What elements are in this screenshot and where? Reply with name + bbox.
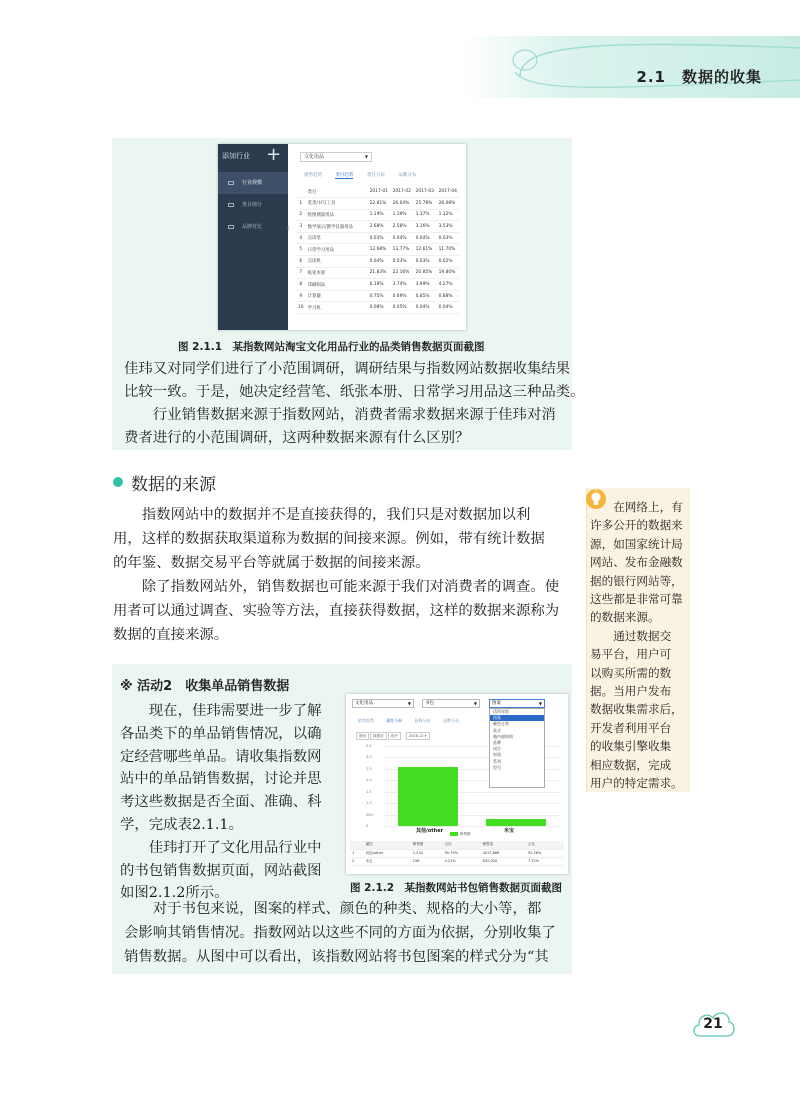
margin-note-line: 用户的特定需求。 — [590, 776, 683, 790]
table-cell: 米宝 — [364, 857, 411, 865]
data-items-button: 数据项 — [370, 732, 387, 740]
table-cell: 25.78% — [414, 198, 437, 210]
menu-item: 款式 — [493, 727, 501, 733]
activity-text-line: 如图2.1.2所示。 — [120, 885, 229, 902]
activity-text-line: 的书包销售数据页面，网站截图 — [120, 862, 322, 879]
margin-note-line: 开发者利用平台 — [590, 720, 672, 735]
tab-attribute-analysis: 属性分析 — [386, 718, 403, 723]
paragraph-line: 数据的直接来源。 — [113, 627, 229, 643]
chapter-title: 2.1 数据的收集 — [636, 68, 762, 86]
table-cell: 92.28% — [526, 849, 564, 857]
table-cell: 类目 — [306, 186, 368, 198]
activity-text-line: 考这些数据是否全面、准确、科 — [120, 794, 322, 811]
table-cell: 20.85% — [414, 267, 437, 279]
table-cell: 0.88% — [437, 290, 460, 302]
paragraph-line: 用者可以通过调查、实验等方法，直接获得数据，这样的数据来源称为 — [113, 603, 560, 619]
table-cell: 1,234 — [411, 849, 443, 857]
y-tick-label: 1.5 — [366, 789, 372, 794]
table-cell: 0.04% — [368, 256, 391, 268]
category-select: 文化用品 ▼ — [300, 152, 372, 162]
table-cell: 0.04% — [437, 302, 460, 314]
menu-item: 闭合 — [493, 746, 501, 752]
margin-note-line: 通过数据交 — [590, 628, 672, 643]
table-cell: 4017,866 — [481, 849, 526, 857]
menu-item: 图案 — [490, 715, 544, 721]
paragraph-line: 除了指数网站外，销售数据也可能来源于我们对消费者的调查。使 — [113, 579, 560, 595]
table-cell: 22.16% — [391, 267, 414, 279]
paragraph-line: 行业销售数据来源于指数网站，消费者需求数据来源于佳玮对消 — [124, 407, 556, 423]
attribute-dropdown-menu — [489, 708, 545, 788]
table-row — [296, 244, 460, 256]
table-cell: 0.02% — [437, 256, 460, 268]
add-icon: + — [266, 144, 282, 165]
table-header-cell: 销售量 — [481, 841, 526, 849]
y-tick-label: 1.0 — [366, 801, 372, 806]
paragraph-line: 比较一致。于是，她决定经营笔、纸张本册、日常学习用品这三种品类。 — [124, 384, 585, 400]
legend-swatch — [450, 832, 458, 836]
table-cell: 6.18% — [368, 279, 391, 291]
table-header-cell: 属性 — [364, 841, 411, 849]
screenshot-tabs — [358, 718, 470, 724]
bar — [486, 819, 546, 826]
section-bullet-icon — [113, 477, 123, 487]
table-cell: 9 — [296, 290, 306, 302]
figure-2-1-2-screenshot — [346, 694, 568, 874]
y-tick-label: 3.5 — [366, 744, 372, 748]
table-cell: 3.16% — [414, 221, 437, 233]
menu-item: 适用年级 — [493, 709, 509, 714]
table-cell: 0.85% — [414, 290, 437, 302]
figure-2-1-1-caption: 图 2.1.1 某指数网站淘宝文化用品行业的品类销售数据页面截图 — [178, 341, 485, 353]
table-header-row — [296, 186, 460, 198]
table-cell: 11.70% — [437, 244, 460, 256]
figure-2-1-1-screenshot — [218, 144, 466, 330]
table-cell: 1.32% — [437, 209, 460, 221]
chevron-down-icon: ▼ — [364, 154, 368, 159]
margin-note-line: 许多公开的数据来 — [590, 518, 683, 533]
menu-item: 系列 — [493, 758, 501, 764]
margin-note-line: 的收集引擎收集 — [590, 739, 672, 754]
chart-icon — [228, 181, 234, 185]
table-cell: 计算器 — [306, 290, 368, 302]
table-cell: 0.08% — [368, 302, 391, 314]
margin-note-line: 易平台，用户可 — [590, 647, 672, 662]
screenshot-sidebar — [218, 144, 288, 330]
table-cell: 3.99% — [414, 279, 437, 291]
attribute-sales-table — [350, 841, 564, 866]
table-cell: 7 — [296, 267, 306, 279]
chevron-down-icon: ▼ — [473, 701, 477, 706]
compare-icon — [228, 225, 234, 229]
table-cell: 0.04% — [414, 302, 437, 314]
table-row — [296, 302, 460, 314]
margin-note-line: 这些都是非常可靠 — [590, 592, 683, 606]
margin-note-line: 在网络上，有 — [590, 500, 683, 514]
tab-sales-trend: 销售趋势 — [358, 718, 374, 723]
margin-note-line: 源，如国家统计局 — [590, 536, 683, 551]
table-cell: 1 — [296, 198, 306, 210]
tab-brand-distribution: 品牌分布 — [442, 718, 459, 723]
activity-text-line: 学，完成表2.1.1。 — [120, 817, 243, 833]
activity-text-line: 站中的单品销售数据，讨论并思 — [120, 771, 322, 788]
table-cell: 2 — [350, 857, 364, 865]
menu-item: 箱内部结构 — [493, 733, 513, 739]
tab-sales-trend: 销售趋势 — [304, 173, 322, 178]
y-tick-label: 2.0 — [366, 778, 372, 783]
table-cell: 3.53% — [437, 221, 460, 233]
table-cell: 点读机 — [306, 256, 368, 268]
category-share-table — [296, 186, 460, 314]
table-cell: 0.05% — [391, 302, 414, 314]
table-row — [296, 279, 460, 291]
table-cell: 8 — [296, 279, 306, 291]
industry-select: 文化用品 ▼ — [352, 699, 414, 708]
paragraph-line: 会影响其销售情况。指数网站以这些不同的方面为依据，分别收集了 — [124, 925, 556, 941]
date-select: 2016-12 ▾ — [406, 732, 430, 740]
table-cell: 4 — [296, 232, 306, 244]
table-cell: 1.19% — [368, 209, 391, 221]
margin-note-line: 据的银行网站等， — [590, 573, 683, 588]
menu-item: 材质 — [493, 752, 501, 758]
table-row — [296, 198, 460, 210]
table-cell: 点读笔 — [306, 232, 368, 244]
table-cell: 21.83% — [368, 267, 391, 279]
table-cell: 6 — [296, 256, 306, 268]
table-cell: 13.77% — [391, 244, 414, 256]
table-cell: 632,000 — [481, 857, 526, 865]
table-cell: 12.61% — [414, 244, 437, 256]
tab-price-distribution: 价格分布 — [414, 718, 431, 723]
table-header-row — [350, 841, 564, 849]
attribute-select: 图案 ▼ — [489, 699, 545, 708]
margin-note-line: 据。当用户发布 — [590, 684, 672, 698]
menu-item: 型号 — [493, 764, 501, 770]
chevron-down-icon: ▼ — [407, 701, 411, 706]
table-cell: 2 — [296, 209, 306, 221]
table-cell: 印刷制品 — [306, 279, 368, 291]
paragraph-line: 销售数据。从图中可以看出，该指数网站将书包图案的样式分为“其 — [124, 949, 549, 965]
chart-view-button: 图形 — [356, 732, 369, 740]
sidebar-item-brand: 品牌对比 — [218, 216, 288, 238]
table-row — [296, 256, 460, 268]
y-tick-label: 500 — [366, 812, 373, 817]
bar — [398, 767, 458, 826]
chart-legend: 销售额 — [450, 832, 471, 837]
table-row — [296, 232, 460, 244]
table-cell: 10 — [296, 302, 306, 314]
table-cell: 22.81% — [368, 198, 391, 210]
activity-text-line: 定经营哪些单品。请收集指数网 — [120, 748, 322, 765]
tab-category-distribution: 类目分布 — [366, 173, 385, 178]
gridline — [384, 826, 560, 827]
table-cell: 2.68% — [368, 221, 391, 233]
tab-category-trend: 类目趋势 — [335, 173, 354, 178]
paragraph-line: 用，这样的数据获取渠道称为数据的间接来源。例如，带有统计数据 — [113, 531, 545, 547]
paragraph-line: 费者进行的小范围调研，这两种数据来源有什么区别？ — [124, 430, 470, 446]
table-cell: 1.37% — [414, 209, 437, 221]
table-header-cell: 占比 — [443, 841, 481, 849]
sidebar-item-industry-scale: 行业规模 — [218, 172, 288, 194]
y-tick-label: 0 — [366, 824, 369, 828]
table-row — [296, 290, 460, 302]
sort-button: 排序 — [388, 732, 401, 740]
table-cell: 0.04% — [414, 232, 437, 244]
table-cell: 2017-04 — [437, 186, 460, 198]
chevron-left-icon: ‹ — [286, 224, 290, 234]
product-select: 书包 ▼ — [422, 699, 480, 708]
margin-note-line: 网站、发布金融数 — [590, 555, 683, 570]
tab-brand-distribution: 品牌分布 — [398, 173, 417, 178]
table-row — [296, 267, 460, 279]
table-cell: 95.79% — [443, 849, 481, 857]
table-cell: 0.03% — [368, 232, 391, 244]
table-cell: 1 — [350, 849, 364, 857]
table-header-cell: 销售额 — [411, 841, 443, 849]
table-cell: 0.69% — [391, 290, 414, 302]
table-cell: 0.03% — [414, 256, 437, 268]
table-cell — [296, 186, 306, 198]
margin-note-line: 的数据来源。 — [590, 610, 660, 625]
sidebar-title: 添加行业 — [222, 152, 250, 160]
table-row — [350, 857, 564, 865]
table-cell: 学习机 — [306, 302, 368, 314]
menu-item: 品牌 — [493, 739, 501, 745]
table-cell: 3.74% — [391, 279, 414, 291]
table-cell: 0.03% — [391, 256, 414, 268]
table-cell: 日常学习用品 — [306, 244, 368, 256]
table-cell: 5 — [296, 244, 306, 256]
table-cell: 26.04% — [391, 198, 414, 210]
figure-2-1-2-caption: 图 2.1.2 某指数网站书包销售数据页面截图 — [350, 882, 563, 894]
grid-icon — [228, 203, 234, 207]
sidebar-item-category: 类目细分 — [218, 194, 288, 216]
paragraph-line: 指数网站中的数据并不是直接获得的，我们只是对数据加以利 — [113, 507, 531, 523]
table-row — [296, 221, 460, 233]
table-cell: 0.75% — [368, 290, 391, 302]
table-cell: 19.80% — [437, 267, 460, 279]
table-cell: 2017-03 — [414, 186, 437, 198]
menu-item: 颜色分类 — [493, 721, 509, 727]
table-cell: 3 — [296, 221, 306, 233]
activity-title: ※ 活动2 收集单品销售数据 — [120, 679, 290, 694]
y-tick-label: 2.5 — [366, 766, 372, 771]
table-cell — [350, 841, 364, 849]
table-cell: 0.04% — [391, 232, 414, 244]
margin-note-line: 以购买所需的数 — [590, 665, 672, 680]
table-cell: 7.72% — [526, 857, 564, 865]
chevron-down-icon: ▼ — [538, 701, 542, 706]
table-cell: 数学演示/教学仪器用品 — [306, 221, 368, 233]
paragraph-line: 对于书包来说，图案的样式、颜色的种类、规格的大小等，都 — [124, 901, 542, 917]
table-cell: 2017-01 — [368, 186, 391, 198]
activity-text-line: 佳玮打开了文化用品行业中 — [120, 839, 322, 856]
table-cell: 12.68% — [368, 244, 391, 256]
page-number: 21 — [703, 1016, 723, 1032]
x-tick-label: 米宝 — [504, 828, 515, 834]
table-cell: 4.21% — [443, 857, 481, 865]
table-cell: 2.58% — [391, 221, 414, 233]
table-cell: 156 — [411, 857, 443, 865]
table-cell: 其他/other — [364, 849, 411, 857]
margin-note-line: 相应数据，完成 — [590, 757, 672, 772]
paragraph-line: 佳玮又对同学们进行了小范围调研，调研结果与指数网站数据收集结果 — [124, 361, 571, 377]
activity-text-line: 现在，佳玮需要进一步了解 — [120, 703, 322, 719]
screenshot-tabs — [304, 172, 428, 178]
paragraph-line: 的年鉴、数据交易平台等就属于数据的间接来源。 — [113, 555, 430, 571]
y-tick-label: 3.0 — [366, 755, 372, 760]
table-cell: 1.39% — [391, 209, 414, 221]
table-cell: 纸张本册 — [306, 267, 368, 279]
table-cell: 0.03% — [437, 232, 460, 244]
table-row — [296, 209, 460, 221]
activity-text-line: 各品类下的单品销售情况，以确 — [120, 725, 322, 742]
x-tick-label: 其他/other — [416, 828, 444, 834]
table-cell: 2017-02 — [391, 186, 414, 198]
table-header-cell: 占比 — [526, 841, 564, 849]
table-cell: 4.27% — [437, 279, 460, 291]
table-cell: 笔类/书写工具 — [306, 198, 368, 210]
table-row — [350, 849, 564, 857]
margin-note-line: 数据收集需求后， — [590, 702, 683, 717]
table-cell: 绘图测量用品 — [306, 209, 368, 221]
section-title: 数据的来源 — [131, 475, 216, 495]
table-cell: 26.08% — [437, 198, 460, 210]
